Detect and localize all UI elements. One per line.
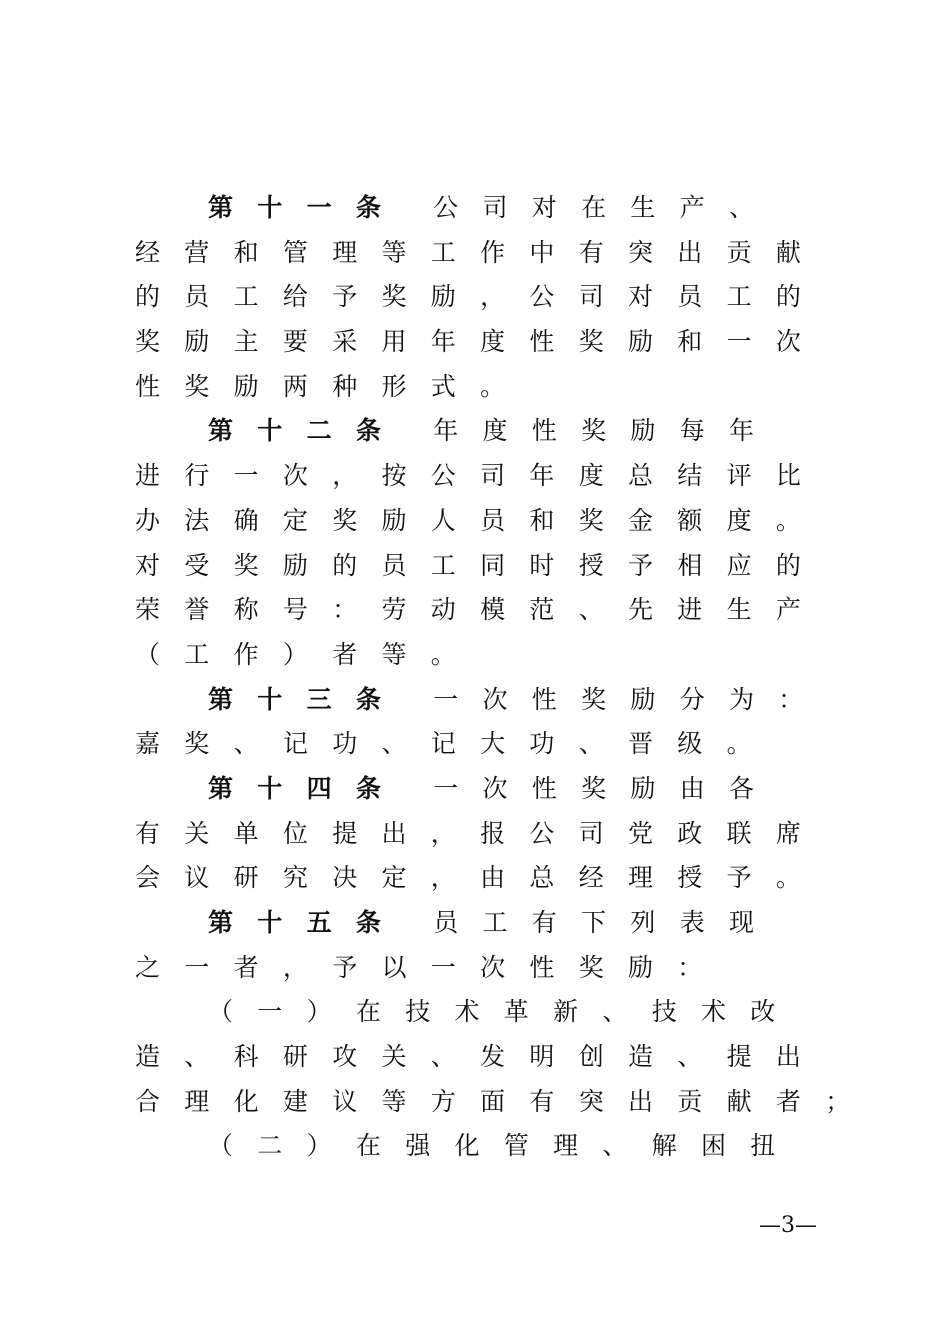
article-14-line-3: 会议研究决定，由总经理授予。	[135, 863, 826, 893]
article-14-line-1: 一次性奖励由各	[433, 773, 779, 803]
article-12-line-6: （工作）者等。	[135, 639, 481, 669]
article-11-line-4: 奖励主要采用年度性奖励和一次	[135, 327, 826, 357]
item-1-line-1: （一）在技术革新、技术改	[208, 997, 800, 1027]
article-13-title: 第十三条	[208, 684, 406, 714]
article-15-line-1: 员工有下列表现	[433, 908, 779, 937]
article-14-first-line	[135, 767, 815, 812]
article-13-line-2: 嘉奖、记功、记大功、晋级。	[135, 729, 776, 759]
article-11-line-1: 公司对在生产、	[433, 193, 779, 222]
article-12-line-3: 办法确定奖励人员和奖金额度。	[135, 505, 826, 535]
article-15-title: 第十五条	[208, 908, 406, 937]
article-15-first-line	[135, 901, 815, 946]
article-12-line-2: 进行一次，按公司年度总结评比	[135, 461, 826, 491]
article-12-first-line	[135, 409, 815, 454]
article-13-first-line	[135, 678, 828, 723]
item-1-line-3: 合理化建议等方面有突出贡献者；	[135, 1086, 875, 1116]
article-12-line-1: 年度性奖励每年	[433, 416, 779, 446]
article-12-line-4: 对受奖励的员工同时授予相应的	[135, 550, 826, 580]
article-11-line-5: 性奖励两种形式。	[135, 371, 530, 401]
article-12-title: 第十二条	[208, 416, 406, 446]
article-14-title: 第十四条	[208, 773, 406, 803]
article-11-line-3: 的员工给予奖励，公司对员工的	[135, 282, 826, 312]
article-11-first-line	[135, 186, 815, 231]
item-1-line-2: 造、科研攻关、发明创造、提出	[135, 1042, 826, 1072]
article-11-title: 第十一条	[208, 193, 406, 222]
article-12-line-5: 荣誉称号：劳动模范、先进生产	[135, 595, 826, 625]
article-14-line-2: 有关单位提出，报公司党政联席	[135, 818, 826, 848]
body-text	[135, 186, 875, 1169]
item-2-line-1: （二）在强化管理、解困扭	[208, 1131, 800, 1161]
article-13-line-1: 一次性奖励分为：	[433, 684, 828, 714]
article-15-line-2: 之一者，予以一次性奖励：	[135, 952, 727, 982]
article-11-line-2: 经营和管理等工作中有突出贡献	[135, 237, 826, 267]
page-number: —3—	[759, 1213, 817, 1238]
